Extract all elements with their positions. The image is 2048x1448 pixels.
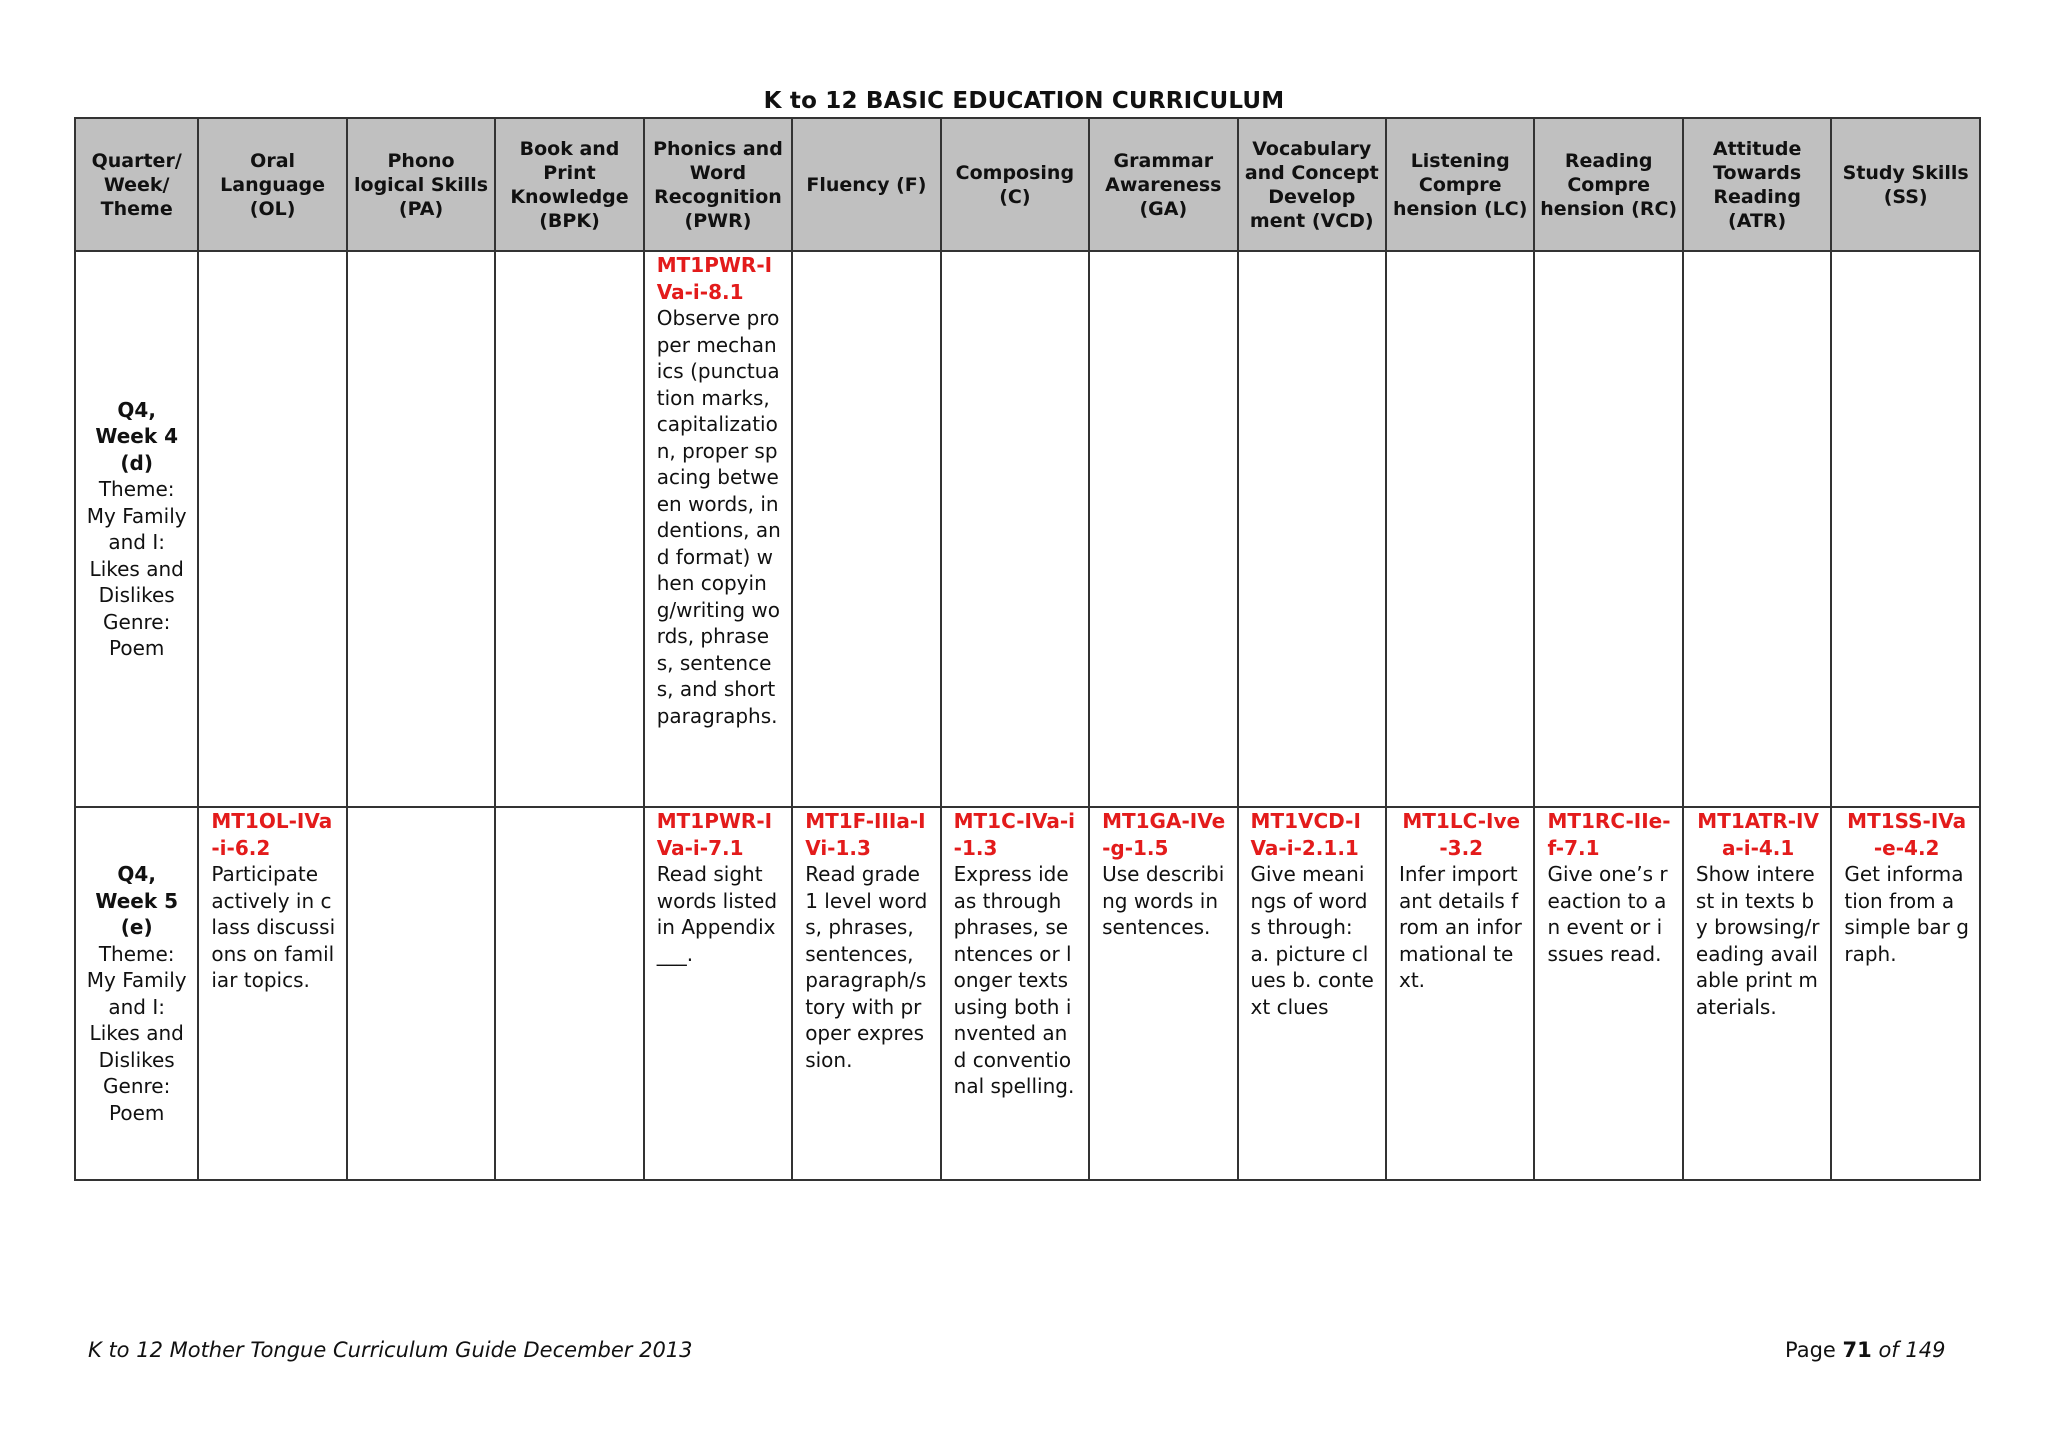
header-book-print-knowledge: Book and Print Knowledge (BPK) — [495, 118, 643, 251]
competency-text: Express ideas through phrases, sentences or longer texts using both invented and conventional spelling. — [953, 862, 1075, 1098]
page-total: of 149 — [1878, 1338, 1946, 1362]
cell-fluency — [792, 251, 940, 807]
cell-listening-comprehension — [1386, 807, 1534, 1180]
quarter-week-theme-cell — [75, 251, 198, 807]
cell-phonological-skills — [347, 251, 495, 807]
cell-composing — [941, 807, 1089, 1180]
cell-oral-language — [198, 807, 346, 1180]
competency-text: Give one’s reaction to an event or issues read. — [1547, 862, 1668, 966]
cell-phonics-word-recognition — [644, 251, 792, 807]
competency-code: MT1VCD-IVa-i-2.1.1 — [1250, 809, 1361, 860]
competency-text: Give meanings of words through: a. picture clues b. context clues — [1250, 862, 1374, 1019]
footer-guide-title: K to 12 Mother Tongue Curriculum Guide December 2013 — [88, 1338, 693, 1362]
cell-attitude-towards-reading — [1683, 251, 1831, 807]
cell-reading-comprehension — [1534, 251, 1682, 807]
cell-grammar-awareness — [1089, 251, 1237, 807]
competency-text: Use describing words in sentences. — [1102, 862, 1225, 939]
header-reading-comprehension: Reading Compre hension (RC) — [1534, 118, 1682, 251]
cell-book-print-knowledge — [495, 807, 643, 1180]
competency-text: Show interest in texts by browsing/reading available print materials. — [1695, 862, 1820, 1019]
cell-study-skills — [1831, 807, 1980, 1180]
competency-text: Read sight words listed in Appendix ___. — [656, 862, 778, 966]
table-row-week-5 — [75, 807, 1980, 1180]
header-oral-language: Oral Language (OL) — [198, 118, 346, 251]
cell-phonics-word-recognition — [644, 807, 792, 1180]
header-quarter-week-theme: Quarter/ Week/ Theme — [75, 118, 198, 251]
quarter-week-theme-cell — [75, 807, 198, 1180]
theme-text: Theme: My Family and I: Likes and Dislikes Genre: Poem — [86, 941, 187, 1125]
quarter-week-label: Q4, Week 4 (d) — [95, 397, 179, 475]
cell-reading-comprehension — [1534, 807, 1682, 1180]
page-current: 71 — [1842, 1338, 1872, 1362]
competency-code: MT1F-IIIa-IVi-1.3 — [805, 809, 926, 860]
header-grammar-awareness: Grammar Awareness (GA) — [1089, 118, 1237, 251]
quarter-week-label: Q4, Week 5 (e) — [95, 862, 179, 939]
cell-study-skills — [1831, 251, 1980, 807]
cell-attitude-towards-reading — [1683, 807, 1831, 1180]
header-study-skills: Study Skills (SS) — [1831, 118, 1980, 251]
document-title: K to 12 BASIC EDUCATION CURRICULUM — [763, 88, 1285, 114]
page-prefix: Page — [1785, 1338, 1836, 1362]
cell-vocabulary-concept — [1238, 807, 1386, 1180]
cell-oral-language — [198, 251, 346, 807]
cell-book-print-knowledge — [495, 251, 643, 807]
header-phonological-skills: Phono logical Skills (PA) — [347, 118, 495, 251]
header-attitude-towards-reading: Attitude Towards Reading (ATR) — [1683, 118, 1831, 251]
header-phonics-word-recognition: Phonics and Word Recognition (PWR) — [644, 118, 792, 251]
cell-fluency — [792, 807, 940, 1180]
competency-code: MT1PWR-IVa-i-8.1 — [656, 253, 773, 304]
curriculum-table — [74, 117, 1981, 1181]
competency-text: Read grade 1 level words, phrases, sentences, paragraph/story with proper expression. — [805, 862, 928, 1072]
header-row — [75, 118, 1980, 251]
cell-grammar-awareness — [1089, 807, 1237, 1180]
cell-composing — [941, 251, 1089, 807]
header-vocabulary-concept: Vocabulary and Concept Develop ment (VCD) — [1238, 118, 1386, 251]
competency-text: Get information from a simple bar graph. — [1844, 862, 1969, 966]
header-fluency: Fluency (F) — [792, 118, 940, 251]
table-row-week-4 — [75, 251, 1980, 807]
competency-code: MT1ATR-IVa-i-4.1 — [1697, 809, 1819, 860]
competency-code: MT1OL-IVa-i-6.2 — [211, 809, 333, 860]
competency-code: MT1RC-IIe-f-7.1 — [1547, 809, 1671, 860]
competency-code: MT1SS-IVa-e-4.2 — [1847, 809, 1967, 860]
competency-text: Participate actively in class discussions on familiar topics. — [211, 862, 336, 992]
cell-listening-comprehension — [1386, 251, 1534, 807]
competency-code: MT1PWR-IVa-i-7.1 — [656, 809, 773, 860]
cell-vocabulary-concept — [1238, 251, 1386, 807]
cell-phonological-skills — [347, 807, 495, 1180]
footer-page-number — [1785, 1338, 1945, 1362]
competency-code: MT1GA-IVe-g-1.5 — [1102, 809, 1226, 860]
theme-text: Theme: My Family and I: Likes and Dislikes Genre: Poem — [86, 477, 187, 660]
competency-text: Infer important details from an informational text. — [1399, 862, 1522, 992]
header-listening-comprehension: Listening Compre hension (LC) — [1386, 118, 1534, 251]
competency-code: MT1C-IVa-i-1.3 — [953, 809, 1076, 860]
competency-text: Observe proper mechanics (punctuation marks, capitalization, proper spacing between words, indentions, and format) when copying/writing words, phrases, sentences, and short paragraphs. — [656, 306, 781, 728]
header-composing: Composing (C) — [941, 118, 1089, 251]
competency-code: MT1LC-Ive-3.2 — [1402, 809, 1521, 860]
